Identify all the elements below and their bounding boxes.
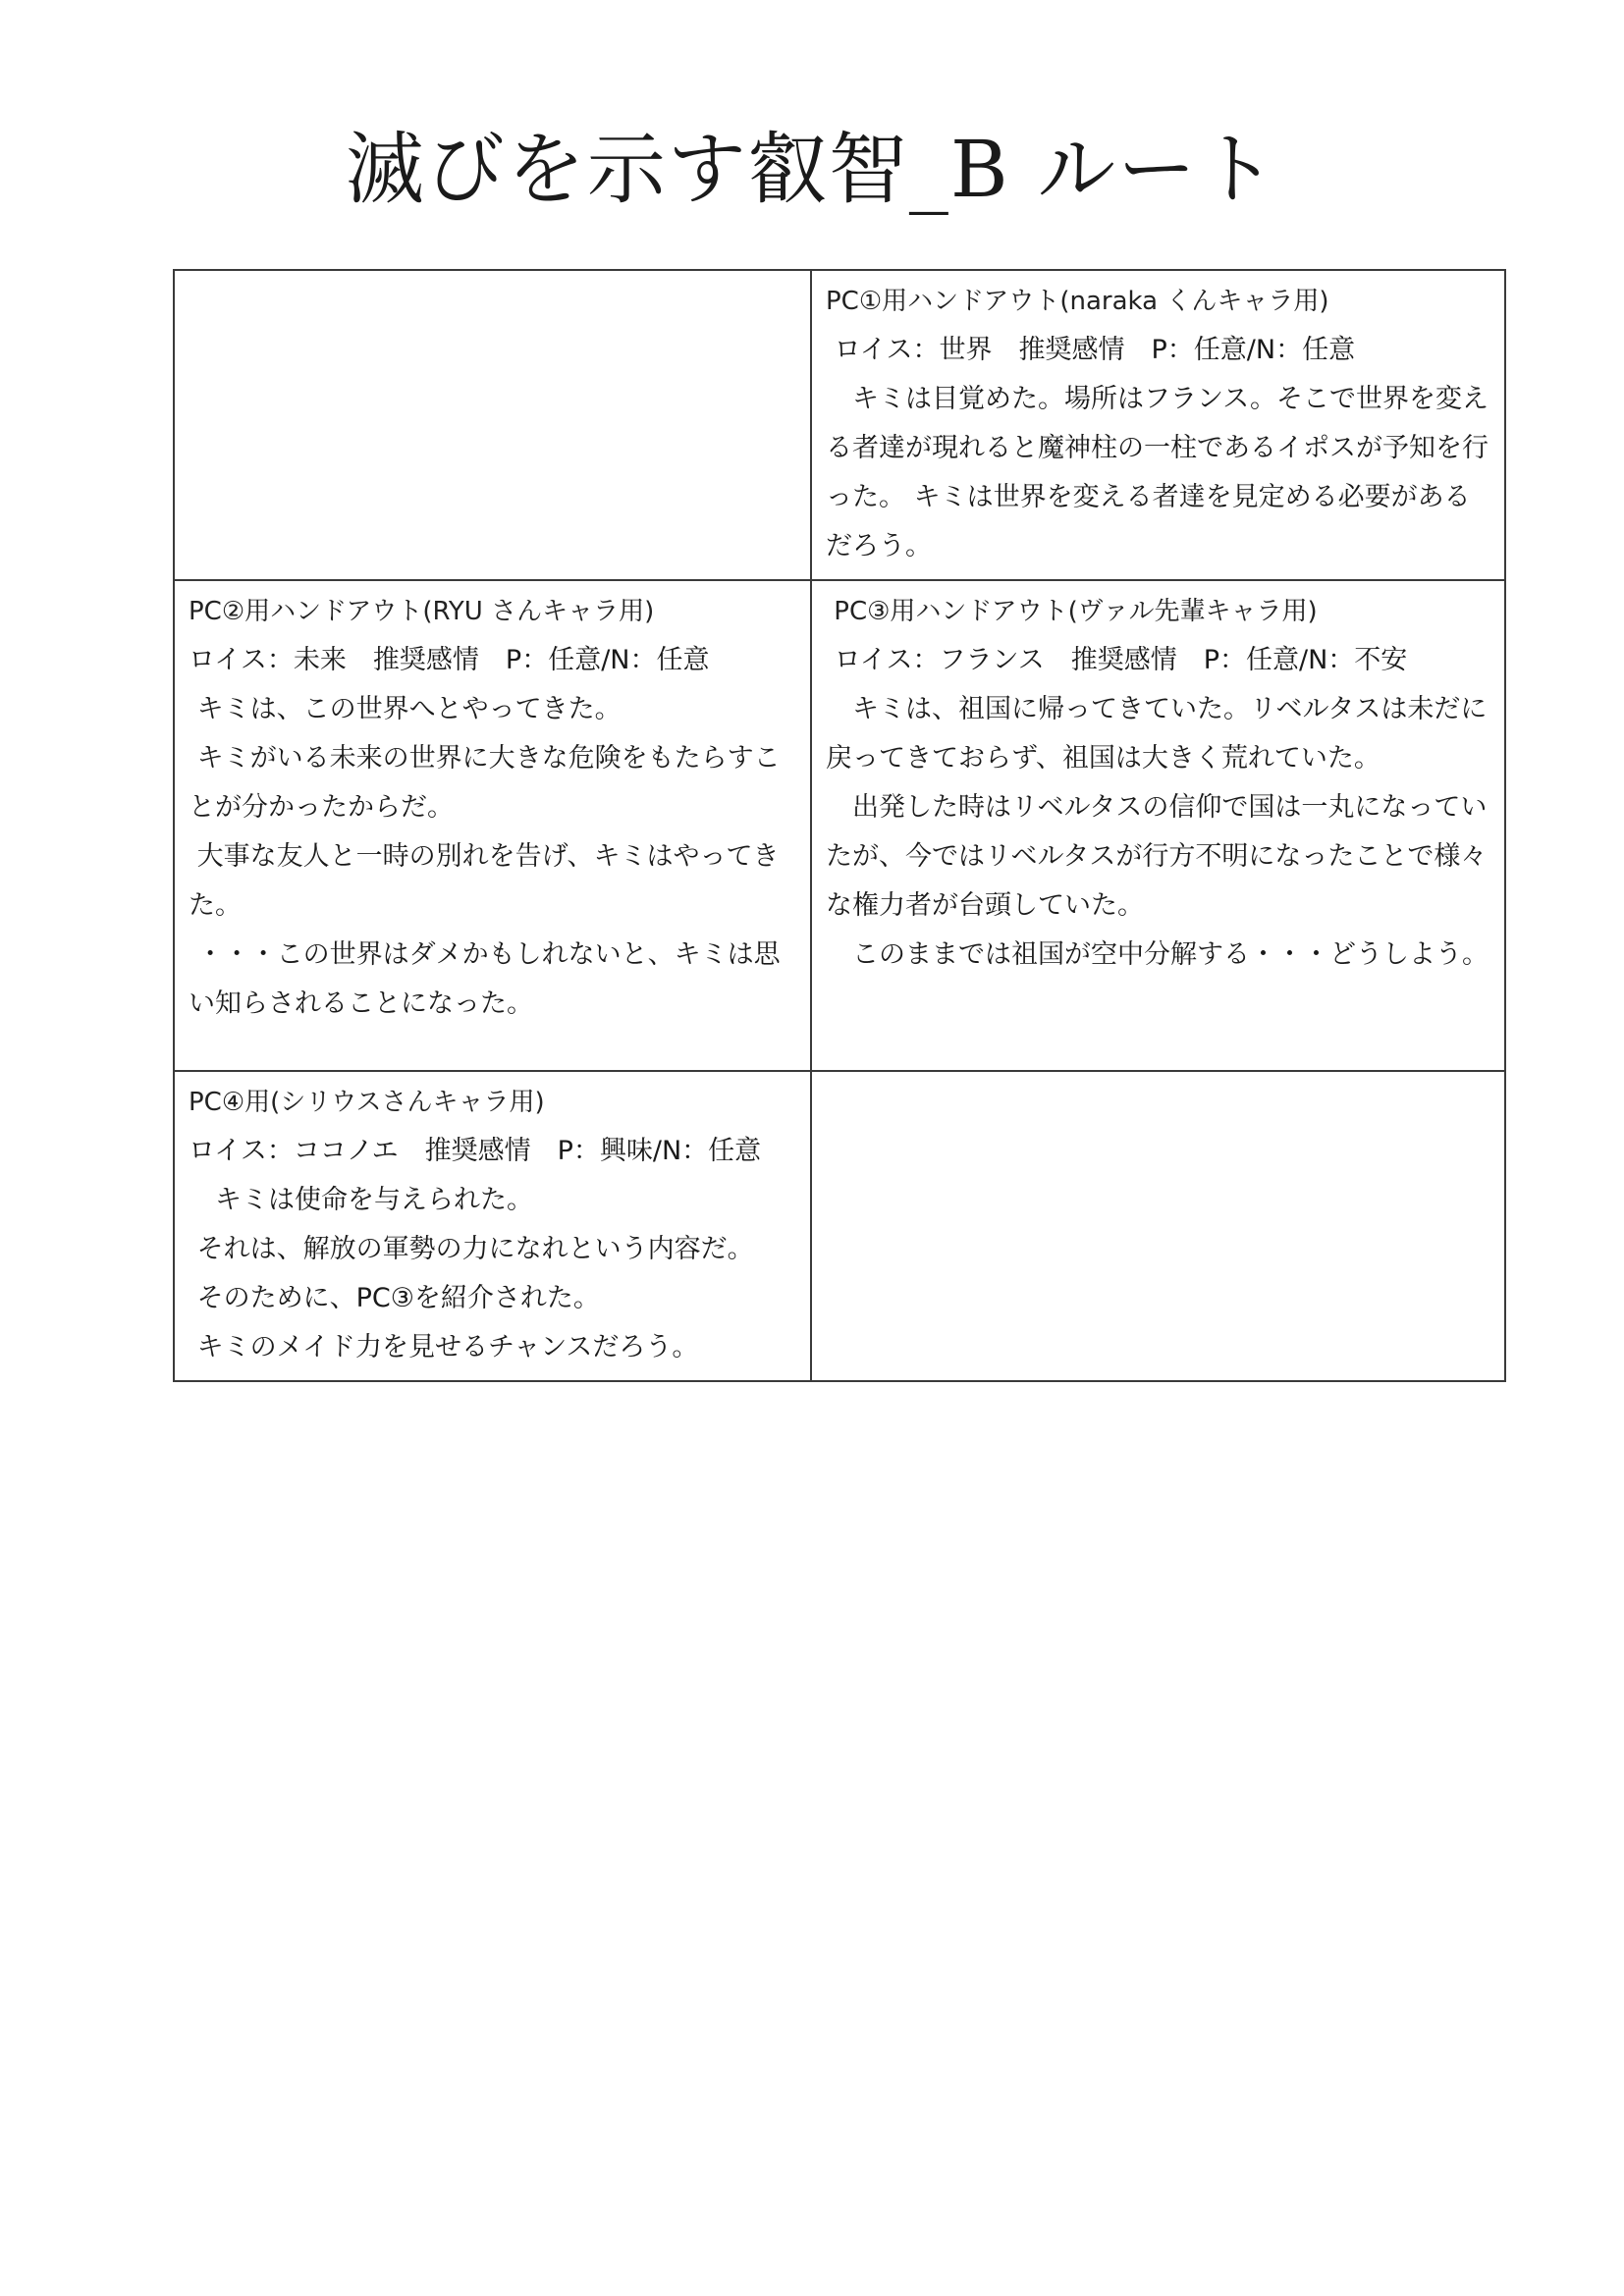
handout-line: それは、解放の軍勢の力になれという内容だ。 (189, 1234, 754, 1264)
handout-line: キミは使命を与えられた。 (189, 1185, 533, 1215)
handout-line: ロイス：未来 推奨感情 P：任意/N：任意 (189, 645, 710, 675)
table-row (174, 1071, 1505, 1381)
handout-heading-pc1: PC①用ハンドアウト(naraka くんキャラ用) (826, 287, 1329, 316)
empty-cell-bottom-right (811, 1071, 1505, 1381)
handout-line: キミは、祖国に帰ってきていた。リベルタスは未だに戻ってきておらず、祖国は大きく荒れていた。 (826, 694, 1488, 774)
handout-line: ロイス：ココノエ 推奨感情 P：興味/N：任意 (189, 1136, 762, 1166)
table-row (174, 270, 1505, 580)
handout-cell-pc2 (174, 580, 811, 1071)
handout-line: このままでは祖国が空中分解する・・・どうしよう。 (826, 939, 1489, 970)
handout-line: キミがいる未来の世界に大きな危険をもたらすことが分かったからだ。 (189, 743, 781, 823)
handout-cell-pc3 (811, 580, 1505, 1071)
document-title: 滅びを示す叡智_B ルート (345, 124, 1279, 215)
handout-cell-pc1 (811, 270, 1505, 580)
handout-line: 大事な友人と一時の別れを告げ、キミはやってきた。 (189, 841, 780, 921)
handout-line: ロイス：フランス 推奨感情 P：任意/N：不安 (826, 645, 1408, 675)
handout-heading-pc2: PC②用ハンドアウト(RYU さんキャラ用) (189, 597, 655, 626)
table-row (174, 580, 1505, 1071)
handout-heading-pc3: PC③用ハンドアウト(ヴァル先輩キャラ用) (826, 597, 1318, 626)
handout-line: ・・・この世界はダメかもしれないと、キミは思い知らされることになった。 (189, 939, 781, 1019)
handout-cell-pc4 (174, 1071, 811, 1381)
handout-line: 出発した時はリベルタスの信仰で国は一丸になっていたが、今ではリベルタスが行方不明になったことで様々な権力者が台頭していた。 (826, 792, 1488, 921)
empty-cell-top-left (174, 270, 811, 580)
handout-table (173, 269, 1506, 1382)
handout-line: キミは、この世界へとやってきた。 (189, 694, 622, 724)
handout-heading-pc4: PC④用(シリウスさんキャラ用) (189, 1088, 545, 1117)
handout-line: そのために、PC③を紹介された。 (189, 1283, 600, 1313)
handout-line: キミは目覚めた。場所はフランス。そこで世界を変える者達が現れると魔神柱の一柱であるイポスが予知を行った。 キミは世界を変える者達を見定める必要があるだろう。 (826, 384, 1489, 561)
handout-line: キミのメイド力を見せるチャンスだろう。 (189, 1332, 699, 1362)
handout-line: ロイス：世界 推奨感情 P：任意/N：任意 (826, 335, 1356, 365)
